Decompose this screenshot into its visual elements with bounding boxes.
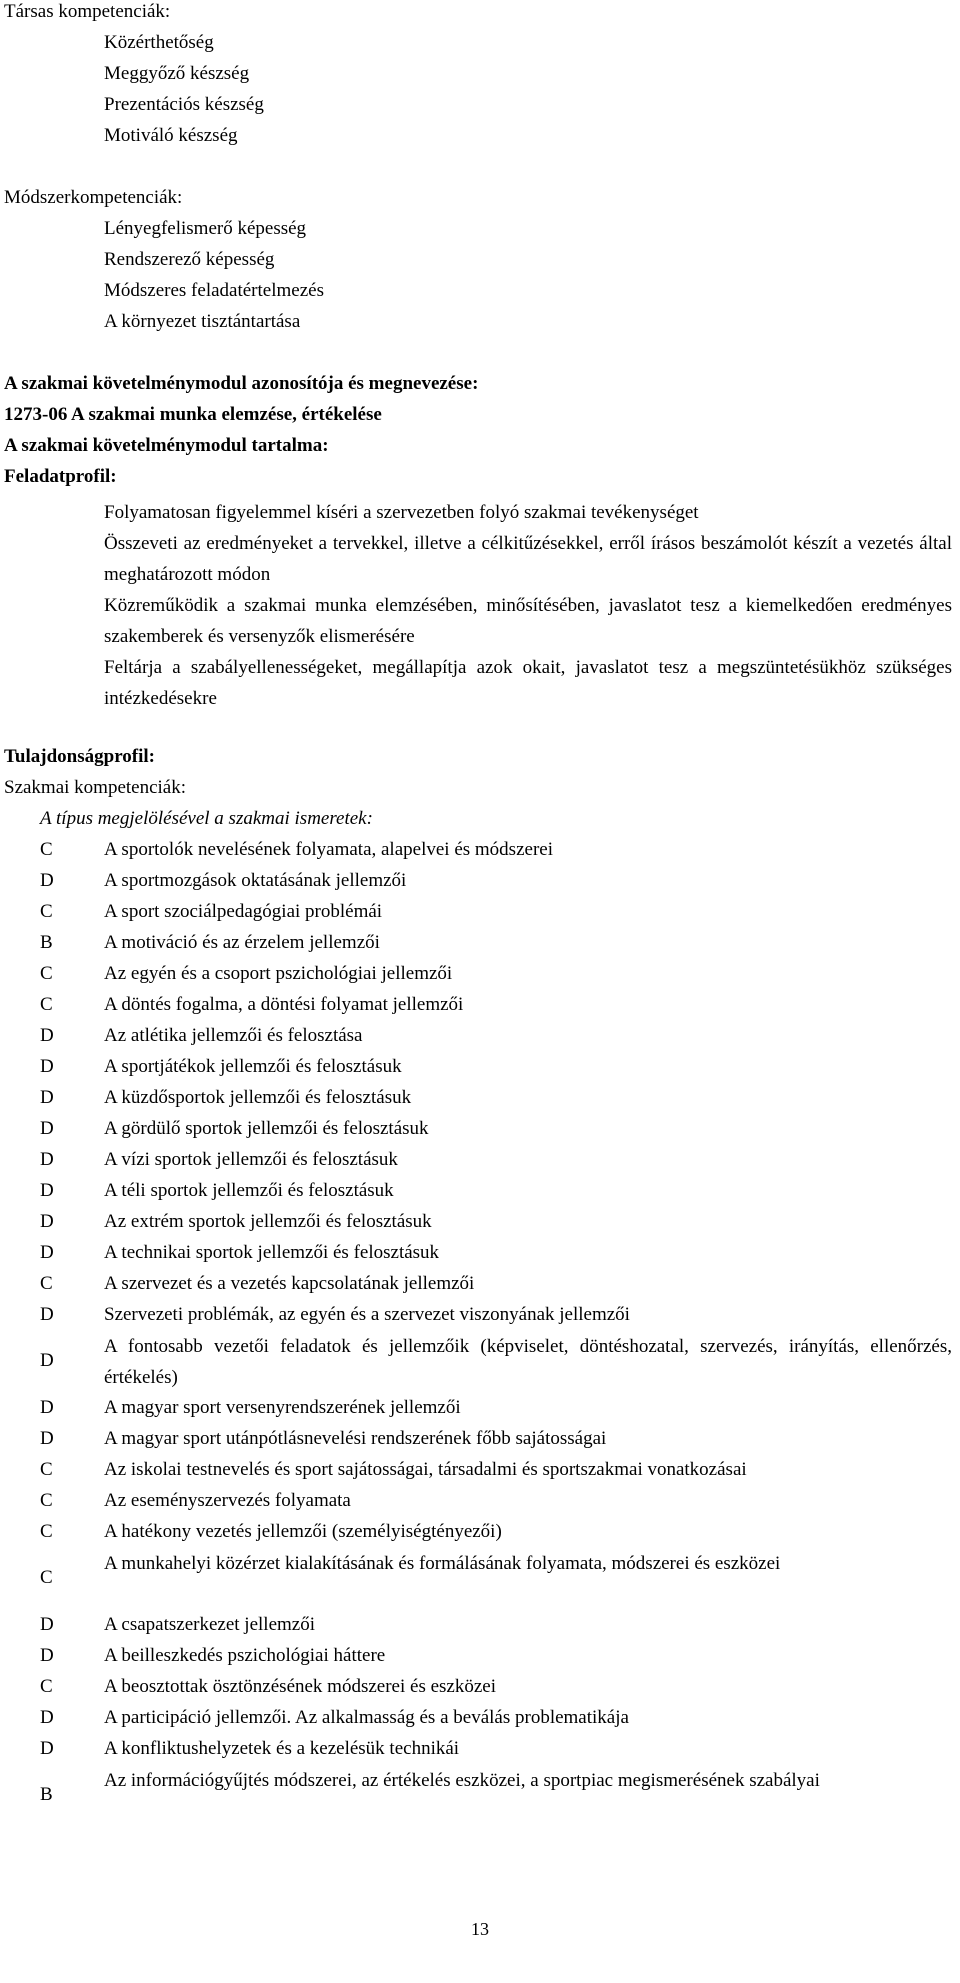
knowledge-item-text: A magyar sport utánpótlásnevelési rendszerének főbb sajátosságai (104, 1428, 607, 1449)
knowledge-item-text: A sportjátékok jellemzői és felosztásuk (104, 1056, 402, 1077)
knowledge-item-text: Az iskolai testnevelés és sport sajátosságai, társadalmi és sportszakmai vonatkozásai (104, 1459, 747, 1480)
knowledge-type-code: C (40, 901, 53, 922)
knowledge-type-code: D (40, 1180, 54, 1201)
knowledge-item-text: Az egyén és a csoport pszichológiai jellemzői (104, 963, 453, 984)
method-competency-item: Lényegfelismerő képesség (104, 218, 307, 239)
knowledge-type-code: D (40, 1707, 54, 1728)
knowledge-item-text: A csapatszerkezet jellemzői (104, 1614, 316, 1635)
social-competencies-heading: Társas kompetenciák: (4, 1, 171, 22)
knowledge-item-text: Szervezeti problémák, az egyén és a szervezet viszonyának jellemzői (104, 1304, 630, 1325)
knowledge-item-text: A munkahelyi közérzet kialakításának és formálásának folyamata, módszerei és eszközei (104, 1553, 781, 1574)
knowledge-item-text: A döntés fogalma, a döntési folyamat jellemzői (104, 994, 464, 1015)
knowledge-item-text: A sport szociálpedagógiai problémái (104, 901, 383, 922)
knowledge-type-code: D (40, 1025, 54, 1046)
knowledge-type-code: C (40, 1676, 53, 1697)
task-profile-label: Feladatprofil: (4, 466, 117, 487)
knowledge-item-text: A technikai sportok jellemzői és felosztásuk (104, 1242, 440, 1263)
social-competency-item: Meggyőző készség (104, 63, 250, 84)
knowledge-type-code: D (40, 1428, 54, 1449)
knowledge-item-text: Az eseményszervezés folyamata (104, 1490, 351, 1511)
module-id-name: 1273-06 A szakmai munka elemzése, értékelése (4, 404, 382, 425)
knowledge-item-text: A szervezet és a vezetés kapcsolatának jellemzői (104, 1273, 475, 1294)
knowledge-type-code: C (40, 1273, 53, 1294)
knowledge-item-text: A sportmozgások oktatásának jellemzői (104, 870, 407, 891)
knowledge-item-text: A beilleszkedés pszichológiai háttere (104, 1645, 386, 1666)
knowledge-type-code: D (40, 1350, 54, 1371)
page-number: 13 (471, 1919, 489, 1939)
knowledge-type-code: C (40, 1567, 53, 1588)
method-competency-item: Módszeres feladatértelmezés (104, 280, 324, 301)
knowledge-item-text: A beosztottak ösztönzésének módszerei és eszközei (104, 1676, 496, 1697)
knowledge-item-text: A küzdősportok jellemzői és felosztásuk (104, 1087, 412, 1108)
knowledge-item-text: A konfliktushelyzetek és a kezelésük technikái (104, 1738, 460, 1759)
property-profile-label: Tulajdonságprofil: (4, 746, 155, 767)
knowledge-type-code: C (40, 1490, 53, 1511)
knowledge-item-text: A gördülő sportok jellemzői és felosztásuk (104, 1118, 429, 1139)
task-item: Összeveti az eredményeket a tervekkel, illetve a célkitűzésekkel, erről írásos beszámolót készít a vezetés által meghatározott módon (104, 533, 952, 585)
knowledge-type-code: D (40, 1738, 54, 1759)
method-competencies-heading: Módszerkompetenciák: (4, 187, 183, 208)
knowledge-type-code: C (40, 994, 53, 1015)
knowledge-item-text: A hatékony vezetés jellemzői (személyiségtényezői) (104, 1521, 502, 1542)
knowledge-type-code: D (40, 1118, 54, 1139)
knowledge-type-code: D (40, 1149, 54, 1170)
knowledge-type-code: D (40, 870, 54, 891)
knowledge-type-code: B (40, 932, 53, 953)
knowledge-type-code: C (40, 963, 53, 984)
task-item: Folyamatosan figyelemmel kíséri a szervezetben folyó szakmai tevékenységet (104, 502, 699, 523)
module-content-label: A szakmai követelménymodul tartalma: (4, 435, 329, 456)
method-competency-item: Rendszerező képesség (104, 249, 275, 270)
knowledge-item-text: A participáció jellemzői. Az alkalmasság és a beválás problematikája (104, 1707, 629, 1728)
knowledge-item-text: A motiváció és az érzelem jellemzői (104, 932, 380, 953)
knowledge-type-code: D (40, 1304, 54, 1325)
knowledge-item-text: Az atlétika jellemzői és felosztása (104, 1025, 363, 1046)
knowledge-type-code: D (40, 1645, 54, 1666)
knowledge-item-text: A vízi sportok jellemzői és felosztásuk (104, 1149, 398, 1170)
knowledge-type-code: D (40, 1211, 54, 1232)
method-competency-item: A környezet tisztántartása (104, 311, 301, 332)
knowledge-item-text: A téli sportok jellemzői és felosztásuk (104, 1180, 394, 1201)
knowledge-type-code: D (40, 1242, 54, 1263)
type-note: A típus megjelölésével a szakmai ismeretek: (40, 808, 373, 829)
knowledge-item-text: A fontosabb vezetői feladatok és jellemzőik (képviselet, döntéshozatal, szervezés, irányítás, ellenőrzés, értékelés) (104, 1336, 952, 1388)
knowledge-type-code: D (40, 1087, 54, 1108)
social-competency-item: Közérthetőség (104, 32, 214, 53)
module-id-label: A szakmai követelménymodul azonosítója és megnevezése: (4, 373, 479, 394)
knowledge-type-code: D (40, 1397, 54, 1418)
knowledge-type-code: C (40, 839, 53, 860)
professional-competencies-label: Szakmai kompetenciák: (4, 777, 187, 798)
task-item: Közreműködik a szakmai munka elemzésében, minősítésében, javaslatot tesz a kiemelkedően eredményes szakemberek és versenyzők elismerésére (104, 595, 952, 647)
knowledge-item-text: A sportolók nevelésének folyamata, alapelvei és módszerei (104, 839, 553, 860)
knowledge-type-code: C (40, 1521, 53, 1542)
social-competency-item: Motiváló készség (104, 125, 238, 146)
knowledge-type-code: C (40, 1459, 53, 1480)
knowledge-item-text: Az információgyűjtés módszerei, az értékelés eszközei, a sportpiac megismerésének szabályai (104, 1770, 820, 1791)
task-item: Feltárja a szabályellenességeket, megállapítja azok okait, javaslatot tesz a megszüntetésükhöz szükséges intézkedésekre (104, 657, 952, 709)
knowledge-item-text: Az extrém sportok jellemzői és felosztásuk (104, 1211, 432, 1232)
knowledge-item-text: A magyar sport versenyrendszerének jellemzői (104, 1397, 461, 1418)
knowledge-type-code: D (40, 1056, 54, 1077)
knowledge-type-code: D (40, 1614, 54, 1635)
knowledge-type-code: B (40, 1784, 53, 1805)
social-competency-item: Prezentációs készség (104, 94, 264, 115)
